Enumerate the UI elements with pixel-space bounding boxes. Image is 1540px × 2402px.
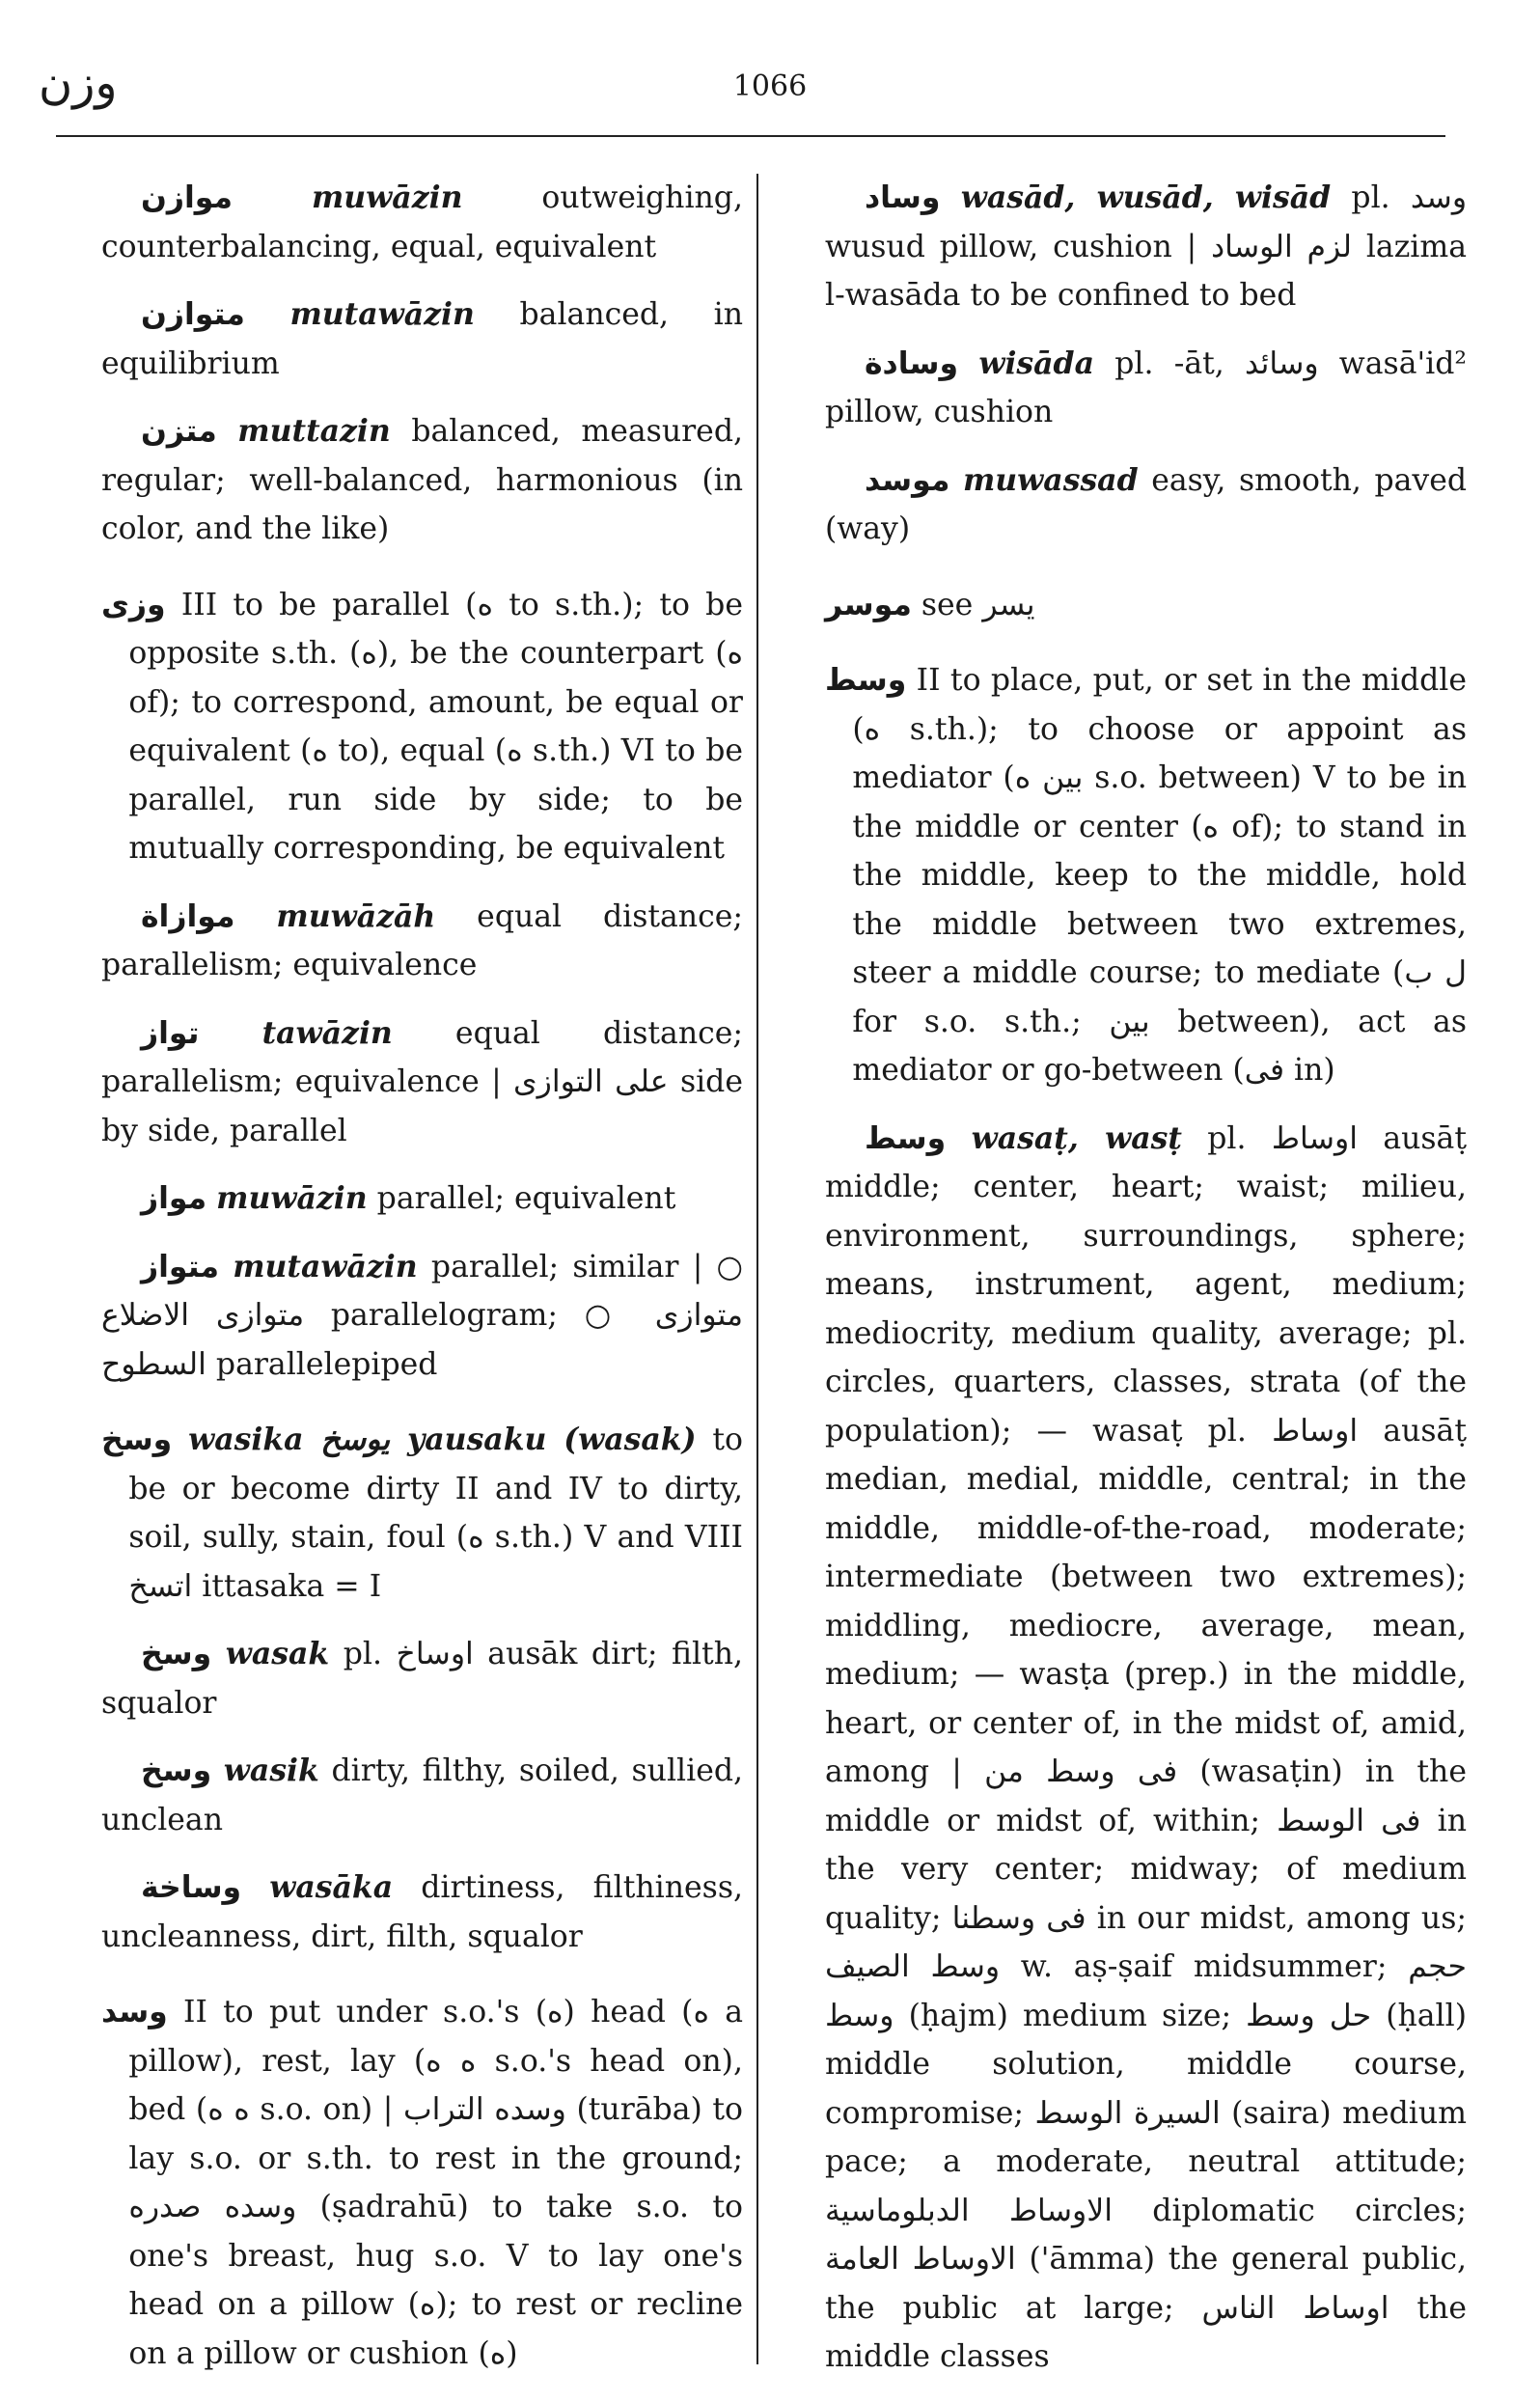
transliteration: wisāda: [978, 345, 1094, 381]
page-number: 1066: [732, 69, 808, 103]
definition: easy, smooth, paved (way): [825, 462, 1468, 546]
definition: to be or become dirty II and IV to dirty, soil, sully, stain, foul (ه s.th.) V and VIII اتسخ ittasaka = I: [128, 1422, 744, 1604]
definition: balanced, measured, regular; well-balanced, harmonious (in color, and the like): [101, 414, 743, 546]
transliteration: wasād, wusād, wisād: [960, 179, 1332, 215]
definition: see يسر: [921, 587, 1035, 622]
transliteration: muwassad: [962, 461, 1139, 498]
transliteration: wasāka: [269, 1869, 394, 1905]
sub-entry: [101, 290, 743, 388]
transliteration: muttazin: [237, 413, 391, 449]
header-rule: [56, 135, 1445, 137]
arabic-headword: وسادة: [864, 345, 959, 381]
sub-entry: [825, 456, 1467, 554]
definition: parallel; equivalent: [376, 1181, 676, 1216]
definition: dirty, filthy, soiled, sullied, unclean: [101, 1753, 744, 1837]
definition: pl. -āt, وسائد wasā'id² pillow, cushion: [825, 345, 1468, 429]
arabic-headword: وسخ: [101, 1422, 173, 1457]
definition: pl. وسد wusud pillow, cushion | لزم الوساد lazima l-wasāda to be confined to bed: [825, 180, 1468, 313]
definition: pl. اوساط ausāṭ middle; center, heart; waist; milieu, environment, surroundings, sphere; means, instrument, agent, medium; mediocrity, medium quality, average; pl. circles, quarters, classes, strata (of the population); — wasaṭ pl. اوساط ausāṭ median, medial, middle, central; in the middle, middle-of-the-road, moderate; intermediate (between two extremes); middling, mediocre, average, mean, medium; — wasṭa (prep.) in the middle, heart, or center of, in the midst of, amid, among | فى وسط من (wasaṭin) in the middle or midst of, within; فى الوسط in the very center; midway; of medium quality; فى وسطنا in our midst, among us; وسط الصيف w. aṣ-ṣaif midsummer; حجم وسط (ḥajm) medium size; حل وسط (ḥall) middle solution, middle course, compromise; السيرة الوسط (saira) medium pace; a moderate, neutral attitude; الاوساط الدبلوماسية diplomatic circles; الاوساط العامة ('āmma) the general public, the public at large; اوساط الناس the middle classes: [825, 1120, 1468, 2374]
sub-entry: [825, 1115, 1467, 2382]
root-entry: [825, 581, 1467, 630]
arabic-headword: متواز: [140, 1249, 219, 1284]
right-column: [825, 174, 1467, 2401]
sub-entry: [101, 1243, 743, 1390]
arabic-headword: مواز: [140, 1181, 207, 1216]
sub-entry: [825, 340, 1467, 437]
definition: outweighing, counterbalancing, equal, equivalent: [101, 180, 743, 264]
arabic-headword: وساد: [864, 180, 941, 215]
sub-entry: [101, 1630, 743, 1727]
arabic-headword: موازاة: [140, 898, 235, 934]
transliteration: muwāzin: [216, 1180, 368, 1216]
root-entry: [101, 1416, 743, 1611]
arabic-headword: موسر: [825, 587, 912, 622]
sub-entry: [101, 1747, 743, 1844]
transliteration: wasik: [223, 1753, 319, 1788]
arabic-headword: تواز: [140, 1015, 200, 1051]
arabic-headword: موازن: [140, 180, 234, 215]
root-entry: [101, 1988, 743, 2378]
header-root-word: وزن: [39, 56, 118, 110]
definition: balanced, in equilibrium: [101, 297, 743, 381]
definition: equal distance; parallelism; equivalence | على التوازى side by side, parallel: [101, 1015, 743, 1148]
sub-entry: [101, 893, 743, 990]
definition: II to place, put, or set in the middle (ه s.th.); to choose or appoint as mediator (بين ه s.o. between) V to be in the middle or center (ه of); to stand in the middle, keep to the middle, hold the middle between two extremes, steer a middle course; to mediate (ل ب for s.o. s.th.; بين between), act as mediator or go-between (فى in): [852, 663, 1468, 1088]
transliteration: mutawāzin: [233, 1248, 418, 1284]
sub-entry: [825, 174, 1467, 320]
definition: equal distance; parallelism; equivalence: [101, 898, 743, 982]
transliteration: muwāzin: [311, 179, 463, 215]
transliteration: mutawāzin: [289, 296, 475, 332]
sub-entry: [101, 1009, 743, 1156]
transliteration: wasika يوسخ yausaku (wasak): [188, 1422, 697, 1457]
arabic-headword: وسط: [864, 1120, 947, 1156]
arabic-headword: موسد: [864, 462, 950, 498]
arabic-headword: وساخة: [140, 1870, 242, 1905]
transliteration: muwāzāh: [276, 897, 436, 934]
arabic-headword: وسد: [101, 1995, 168, 2029]
root-entry: [825, 656, 1467, 1095]
definition: parallel; similar | ○ متوازى الاضلاع parallelogram; ○ متوازى السطوح parallelepiped: [101, 1249, 743, 1382]
definition: pl. اوساخ ausāk dirt; filth, squalor: [101, 1637, 744, 1721]
sub-entry: [101, 174, 743, 271]
sub-entry: [101, 1174, 743, 1224]
column-divider: [756, 174, 758, 2364]
arabic-headword: وزى: [101, 587, 166, 622]
definition: III to be parallel (ه to s.th.); to be opposite s.th. (ه), be the counterpart (ه of); to correspond, amount, be equal or equivalent (ه to), equal (ه s.th.) VI to be parallel, run side by side; to be mutually corresponding, be equivalent: [128, 587, 744, 866]
arabic-headword: وسخ: [140, 1753, 212, 1788]
definition: dirtiness, filthiness, uncleanness, dirt, filth, squalor: [101, 1870, 744, 1954]
arabic-headword: متوازن: [140, 297, 245, 332]
left-column: [101, 174, 743, 2397]
definition: II to put under s.o.'s (ه) head (ه a pillow), rest, lay (ه ه s.o.'s head on), bed (ه ه s.o. on) | وسده التراب (turāba) to lay s.o. or s.th. to rest in the ground; وسده صدره (ṣadrahū) to take s.o. to one's breast, hug s.o. V to lay one's head on a pillow (ه); to rest or recline on a pillow or cushion (ه): [128, 1995, 744, 2371]
root-entry: [101, 581, 743, 873]
arabic-headword: وسط: [825, 663, 907, 698]
transliteration: tawāzin: [261, 1014, 393, 1051]
arabic-headword: وسخ: [140, 1637, 212, 1671]
arabic-headword: متزن: [140, 414, 217, 449]
sub-entry: [101, 1864, 743, 1961]
sub-entry: [101, 407, 743, 554]
transliteration: wasak: [225, 1636, 330, 1671]
transliteration: wasaṭ, wasṭ: [971, 1119, 1182, 1156]
